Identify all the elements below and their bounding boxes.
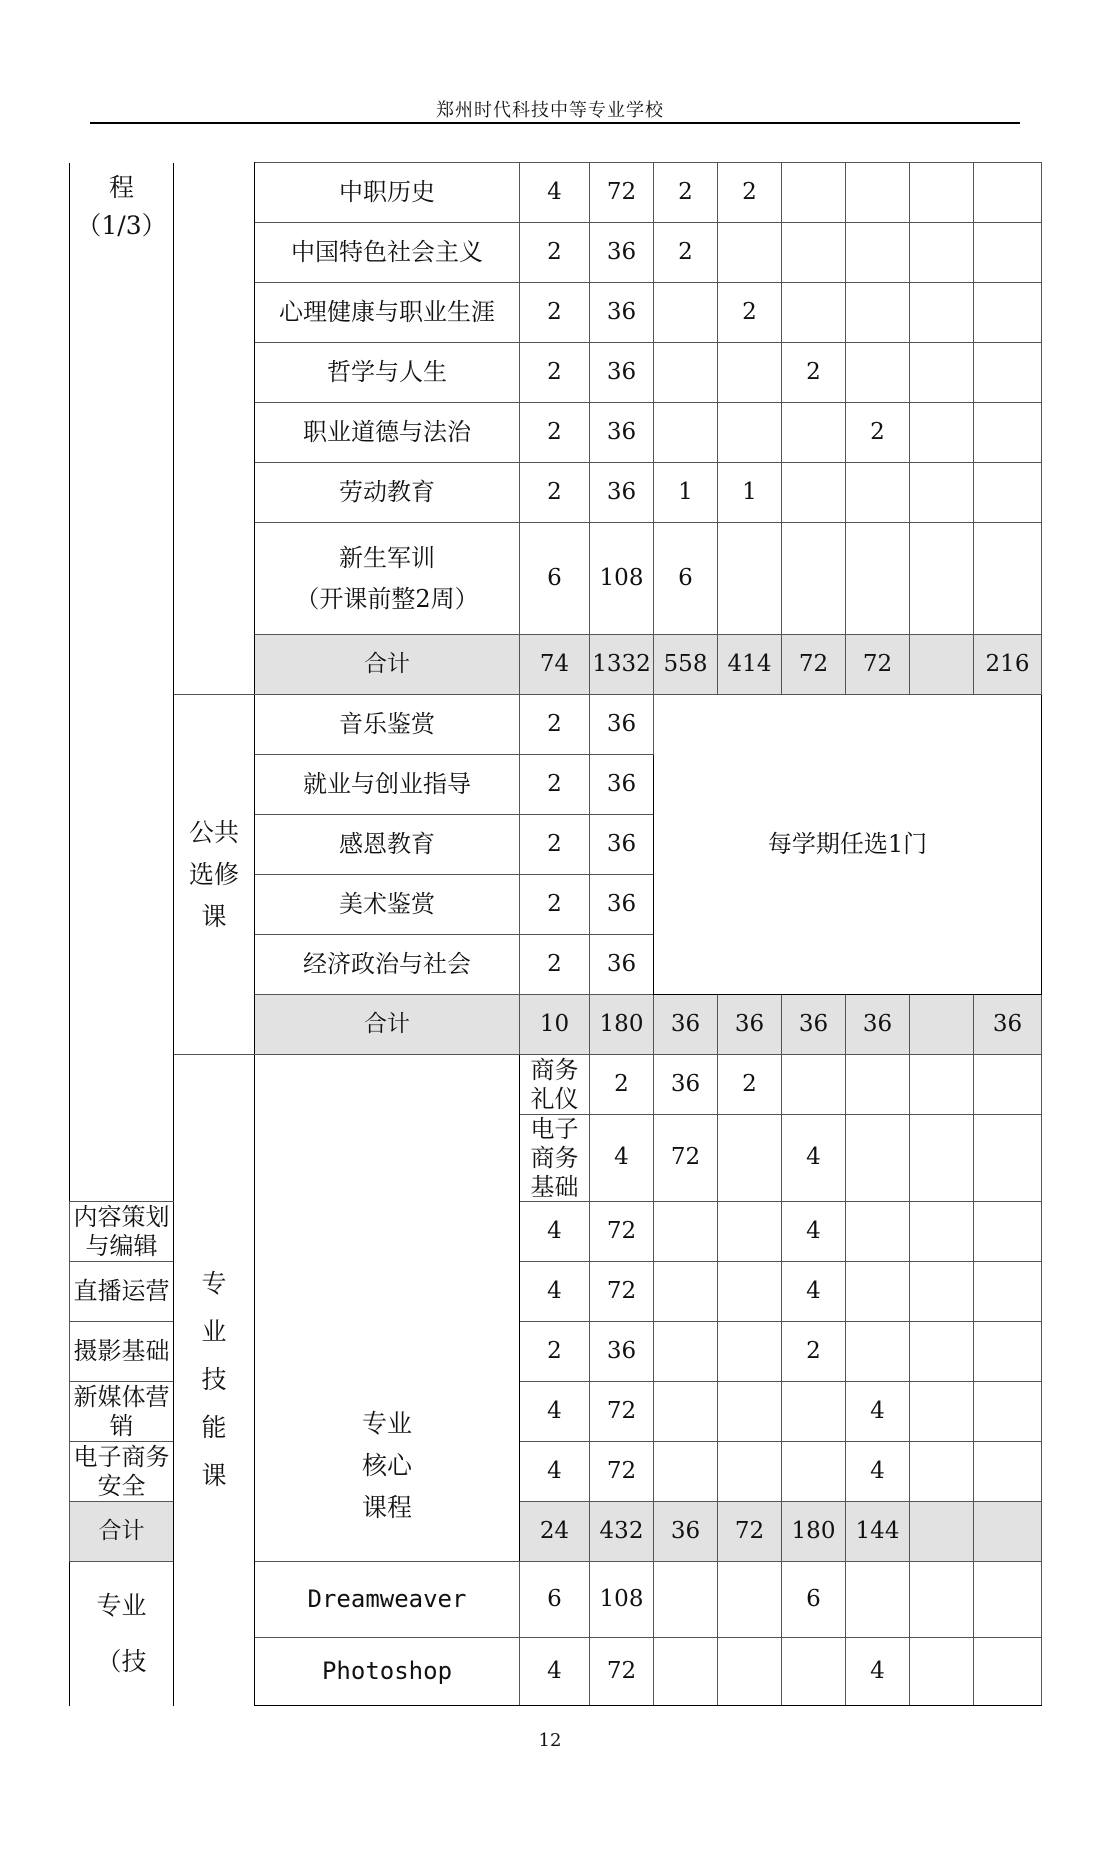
course-name-military	[255, 523, 520, 635]
semester-cell	[846, 1262, 910, 1322]
credits-cell: 2	[520, 463, 590, 523]
page-header-title: 郑州时代科技中等专业学校	[436, 100, 664, 121]
course-name: 劳动教育	[255, 463, 520, 523]
credits-cell: 2	[520, 343, 590, 403]
semester-cell	[846, 1202, 910, 1262]
semester-cell	[910, 1502, 974, 1562]
semester-cell	[718, 523, 782, 635]
semester-cell: 36	[654, 995, 718, 1055]
semester-cell	[910, 523, 974, 635]
semester-cell	[974, 1322, 1042, 1382]
semester-cell	[654, 1382, 718, 1442]
semester-cell	[974, 283, 1042, 343]
credits-cell: 2	[520, 815, 590, 875]
credits-cell: 4	[520, 163, 590, 223]
semester-cell	[782, 223, 846, 283]
credits-cell: 2	[590, 1055, 654, 1115]
semester-cell: 2	[718, 1055, 782, 1115]
semester-cell	[910, 223, 974, 283]
semester-cell: 414	[718, 635, 782, 695]
hours-cell: 36	[654, 1055, 718, 1115]
semester-cell	[718, 1562, 782, 1638]
credits-cell: 24	[520, 1502, 590, 1562]
hours-cell: 1332	[590, 635, 654, 695]
total-label: 合计	[255, 995, 520, 1055]
category-cont-fraction: （1/3）	[76, 210, 167, 240]
total-label: 合计	[255, 635, 520, 695]
credits-cell: 4	[520, 1202, 590, 1262]
semester-cell: 36	[974, 995, 1042, 1055]
course-name: 就业与创业指导	[255, 755, 520, 815]
hours-cell: 432	[590, 1502, 654, 1562]
semester-cell	[910, 995, 974, 1055]
semester-cell	[718, 223, 782, 283]
course-name: 新媒体营销	[70, 1382, 174, 1442]
course-name: Dreamweaver	[255, 1562, 520, 1638]
semester-cell	[654, 1638, 718, 1706]
semester-cell	[846, 343, 910, 403]
subcategory-line: 专业	[96, 1591, 147, 1621]
subcategory-core	[255, 1055, 520, 1562]
semester-cell: 72	[846, 635, 910, 695]
semester-cell	[846, 463, 910, 523]
hours-cell: 72	[590, 1202, 654, 1262]
semester-cell	[718, 343, 782, 403]
semester-cell	[974, 1382, 1042, 1442]
semester-cell: 216	[974, 635, 1042, 695]
semester-cell	[974, 163, 1042, 223]
semester-cell	[718, 1262, 782, 1322]
category-line: 业	[201, 1317, 227, 1347]
semester-cell	[846, 283, 910, 343]
course-name: 中国特色社会主义	[255, 223, 520, 283]
hours-cell: 36	[590, 223, 654, 283]
credits-cell: 2	[520, 935, 590, 995]
semester-cell	[910, 283, 974, 343]
elective-note: 每学期任选1门	[654, 695, 1042, 995]
hours-cell: 36	[590, 1322, 654, 1382]
subcategory-line: 课程	[361, 1493, 412, 1523]
credits-cell: 6	[520, 523, 590, 635]
semester-cell	[910, 1322, 974, 1382]
course-name: 哲学与人生	[255, 343, 520, 403]
header-rule	[90, 122, 1020, 124]
semester-cell	[782, 403, 846, 463]
subcategory-public-required-cont	[174, 163, 255, 695]
semester-cell	[654, 283, 718, 343]
semester-cell: 4	[846, 1382, 910, 1442]
semester-cell: 2	[718, 163, 782, 223]
semester-cell	[718, 1638, 782, 1706]
hours-cell: 108	[590, 1562, 654, 1638]
semester-cell	[910, 1382, 974, 1442]
hours-cell: 72	[590, 1638, 654, 1706]
semester-cell	[910, 635, 974, 695]
semester-cell	[782, 1055, 846, 1115]
course-name: 内容策划与编辑	[70, 1202, 174, 1262]
credits-cell: 6	[520, 1562, 590, 1638]
semester-cell	[782, 1442, 846, 1502]
semester-cell	[910, 1442, 974, 1502]
course-name: 心理健康与职业生涯	[255, 283, 520, 343]
semester-cell	[910, 1638, 974, 1706]
category-cont-char: 程	[108, 172, 134, 202]
semester-cell	[910, 403, 974, 463]
semester-cell: 36	[846, 995, 910, 1055]
hours-cell: 72	[590, 1442, 654, 1502]
semester-cell	[782, 163, 846, 223]
semester-cell	[654, 1442, 718, 1502]
semester-cell	[974, 1502, 1042, 1562]
course-name-line1: 新生军训	[339, 543, 435, 572]
semester-cell	[718, 1322, 782, 1382]
semester-cell	[718, 1115, 782, 1202]
course-name: 音乐鉴赏	[255, 695, 520, 755]
semester-cell	[910, 1115, 974, 1202]
total-label: 合计	[70, 1502, 174, 1562]
hours-cell: 36	[590, 463, 654, 523]
subcategory-line: 课	[201, 901, 227, 931]
semester-cell	[974, 223, 1042, 283]
hours-cell: 108	[590, 523, 654, 635]
course-name: 经济政治与社会	[255, 935, 520, 995]
subcategory-skill	[70, 1562, 174, 1706]
semester-cell	[718, 1382, 782, 1442]
semester-cell	[782, 463, 846, 523]
hours-cell: 36	[590, 935, 654, 995]
hours-cell: 180	[590, 995, 654, 1055]
semester-cell	[654, 1262, 718, 1322]
semester-cell: 2	[654, 223, 718, 283]
credits-cell: 4	[520, 1262, 590, 1322]
course-name: 中职历史	[255, 163, 520, 223]
course-name: 电子商务安全	[70, 1442, 174, 1502]
semester-cell: 2	[846, 403, 910, 463]
course-name: 职业道德与法治	[255, 403, 520, 463]
category-line: 能	[201, 1413, 227, 1443]
semester-cell: 558	[654, 635, 718, 695]
table-row	[70, 695, 1042, 755]
semester-cell: 2	[718, 283, 782, 343]
semester-cell	[846, 1055, 910, 1115]
course-name: 摄影基础	[70, 1322, 174, 1382]
semester-cell	[974, 1442, 1042, 1502]
semester-cell: 180	[782, 1502, 846, 1562]
curriculum-table	[69, 162, 1042, 1706]
semester-cell: 4	[846, 1638, 910, 1706]
semester-cell	[974, 1562, 1042, 1638]
semester-cell: 2	[782, 1322, 846, 1382]
semester-cell	[654, 1202, 718, 1262]
semester-cell	[718, 403, 782, 463]
table-row	[70, 1055, 1042, 1115]
semester-cell	[910, 1562, 974, 1638]
semester-cell	[974, 463, 1042, 523]
hours-cell: 36	[590, 695, 654, 755]
semester-cell	[974, 523, 1042, 635]
hours-cell: 36	[590, 343, 654, 403]
semester-cell: 1	[718, 463, 782, 523]
semester-cell: 72	[718, 1502, 782, 1562]
subcategory-public-elective	[174, 695, 255, 1055]
semester-cell: 6	[654, 523, 718, 635]
credits-cell: 2	[520, 1322, 590, 1382]
semester-cell: 2	[782, 343, 846, 403]
semester-cell	[974, 343, 1042, 403]
hours-cell: 72	[654, 1115, 718, 1202]
subcategory-line: 核心	[361, 1451, 412, 1481]
credits-cell: 4	[520, 1638, 590, 1706]
semester-cell	[974, 1638, 1042, 1706]
credits-cell: 74	[520, 635, 590, 695]
hours-cell: 72	[590, 1262, 654, 1322]
hours-cell: 36	[590, 283, 654, 343]
semester-cell	[910, 343, 974, 403]
semester-cell	[654, 343, 718, 403]
semester-cell	[782, 1382, 846, 1442]
credits-cell: 2	[520, 283, 590, 343]
semester-cell	[974, 1115, 1042, 1202]
hours-cell: 72	[590, 163, 654, 223]
table-row	[70, 163, 1042, 223]
semester-cell: 36	[654, 1502, 718, 1562]
semester-cell: 36	[782, 995, 846, 1055]
category-public-cont	[70, 163, 174, 1202]
semester-cell	[910, 1055, 974, 1115]
credits-cell: 4	[520, 1442, 590, 1502]
hours-cell: 36	[590, 403, 654, 463]
semester-cell	[974, 1055, 1042, 1115]
credits-cell: 2	[520, 403, 590, 463]
semester-cell	[846, 163, 910, 223]
subcategory-line: （技	[96, 1647, 147, 1677]
semester-cell	[974, 1262, 1042, 1322]
semester-cell	[782, 283, 846, 343]
semester-cell	[974, 403, 1042, 463]
credits-cell: 2	[520, 695, 590, 755]
semester-cell: 4	[782, 1262, 846, 1322]
course-name: 美术鉴赏	[255, 875, 520, 935]
subcategory-line: 公共	[188, 817, 239, 847]
semester-cell	[910, 1262, 974, 1322]
hours-cell: 36	[590, 815, 654, 875]
semester-cell: 4	[782, 1202, 846, 1262]
semester-cell	[718, 1442, 782, 1502]
semester-cell: 2	[654, 163, 718, 223]
semester-cell	[654, 1322, 718, 1382]
semester-cell	[654, 1562, 718, 1638]
credits-cell: 2	[520, 875, 590, 935]
course-name: 电子商务基础	[520, 1115, 590, 1202]
semester-cell: 72	[782, 635, 846, 695]
hours-cell: 36	[590, 755, 654, 815]
semester-cell: 36	[718, 995, 782, 1055]
page-number: 12	[538, 1730, 562, 1751]
semester-cell: 144	[846, 1502, 910, 1562]
credits-cell: 10	[520, 995, 590, 1055]
semester-cell	[718, 1202, 782, 1262]
course-name: 直播运营	[70, 1262, 174, 1322]
semester-cell	[654, 403, 718, 463]
semester-cell	[846, 523, 910, 635]
semester-cell: 1	[654, 463, 718, 523]
credits-cell: 4	[520, 1382, 590, 1442]
semester-cell	[846, 1322, 910, 1382]
course-name: 商务礼仪	[520, 1055, 590, 1115]
hours-cell: 36	[590, 875, 654, 935]
semester-cell	[846, 223, 910, 283]
category-line: 课	[201, 1461, 227, 1491]
semester-cell: 4	[846, 1442, 910, 1502]
semester-cell	[782, 1638, 846, 1706]
course-name-line2: （开课前整2周）	[295, 584, 479, 613]
semester-cell: 4	[782, 1115, 846, 1202]
subcategory-line: 选修	[188, 859, 239, 889]
subcategory-line: 专业	[361, 1409, 412, 1439]
course-name: 感恩教育	[255, 815, 520, 875]
semester-cell	[910, 163, 974, 223]
semester-cell	[910, 463, 974, 523]
hours-cell: 72	[590, 1382, 654, 1442]
semester-cell	[782, 523, 846, 635]
semester-cell	[846, 1115, 910, 1202]
credits-cell: 2	[520, 755, 590, 815]
credits-cell: 2	[520, 223, 590, 283]
semester-cell: 6	[782, 1562, 846, 1638]
category-line: 技	[201, 1365, 227, 1395]
course-name: Photoshop	[255, 1638, 520, 1706]
semester-cell	[910, 1202, 974, 1262]
category-line: 专	[201, 1269, 227, 1299]
credits-cell: 4	[590, 1115, 654, 1202]
category-professional	[174, 1055, 255, 1706]
semester-cell	[974, 1202, 1042, 1262]
semester-cell	[846, 1562, 910, 1638]
